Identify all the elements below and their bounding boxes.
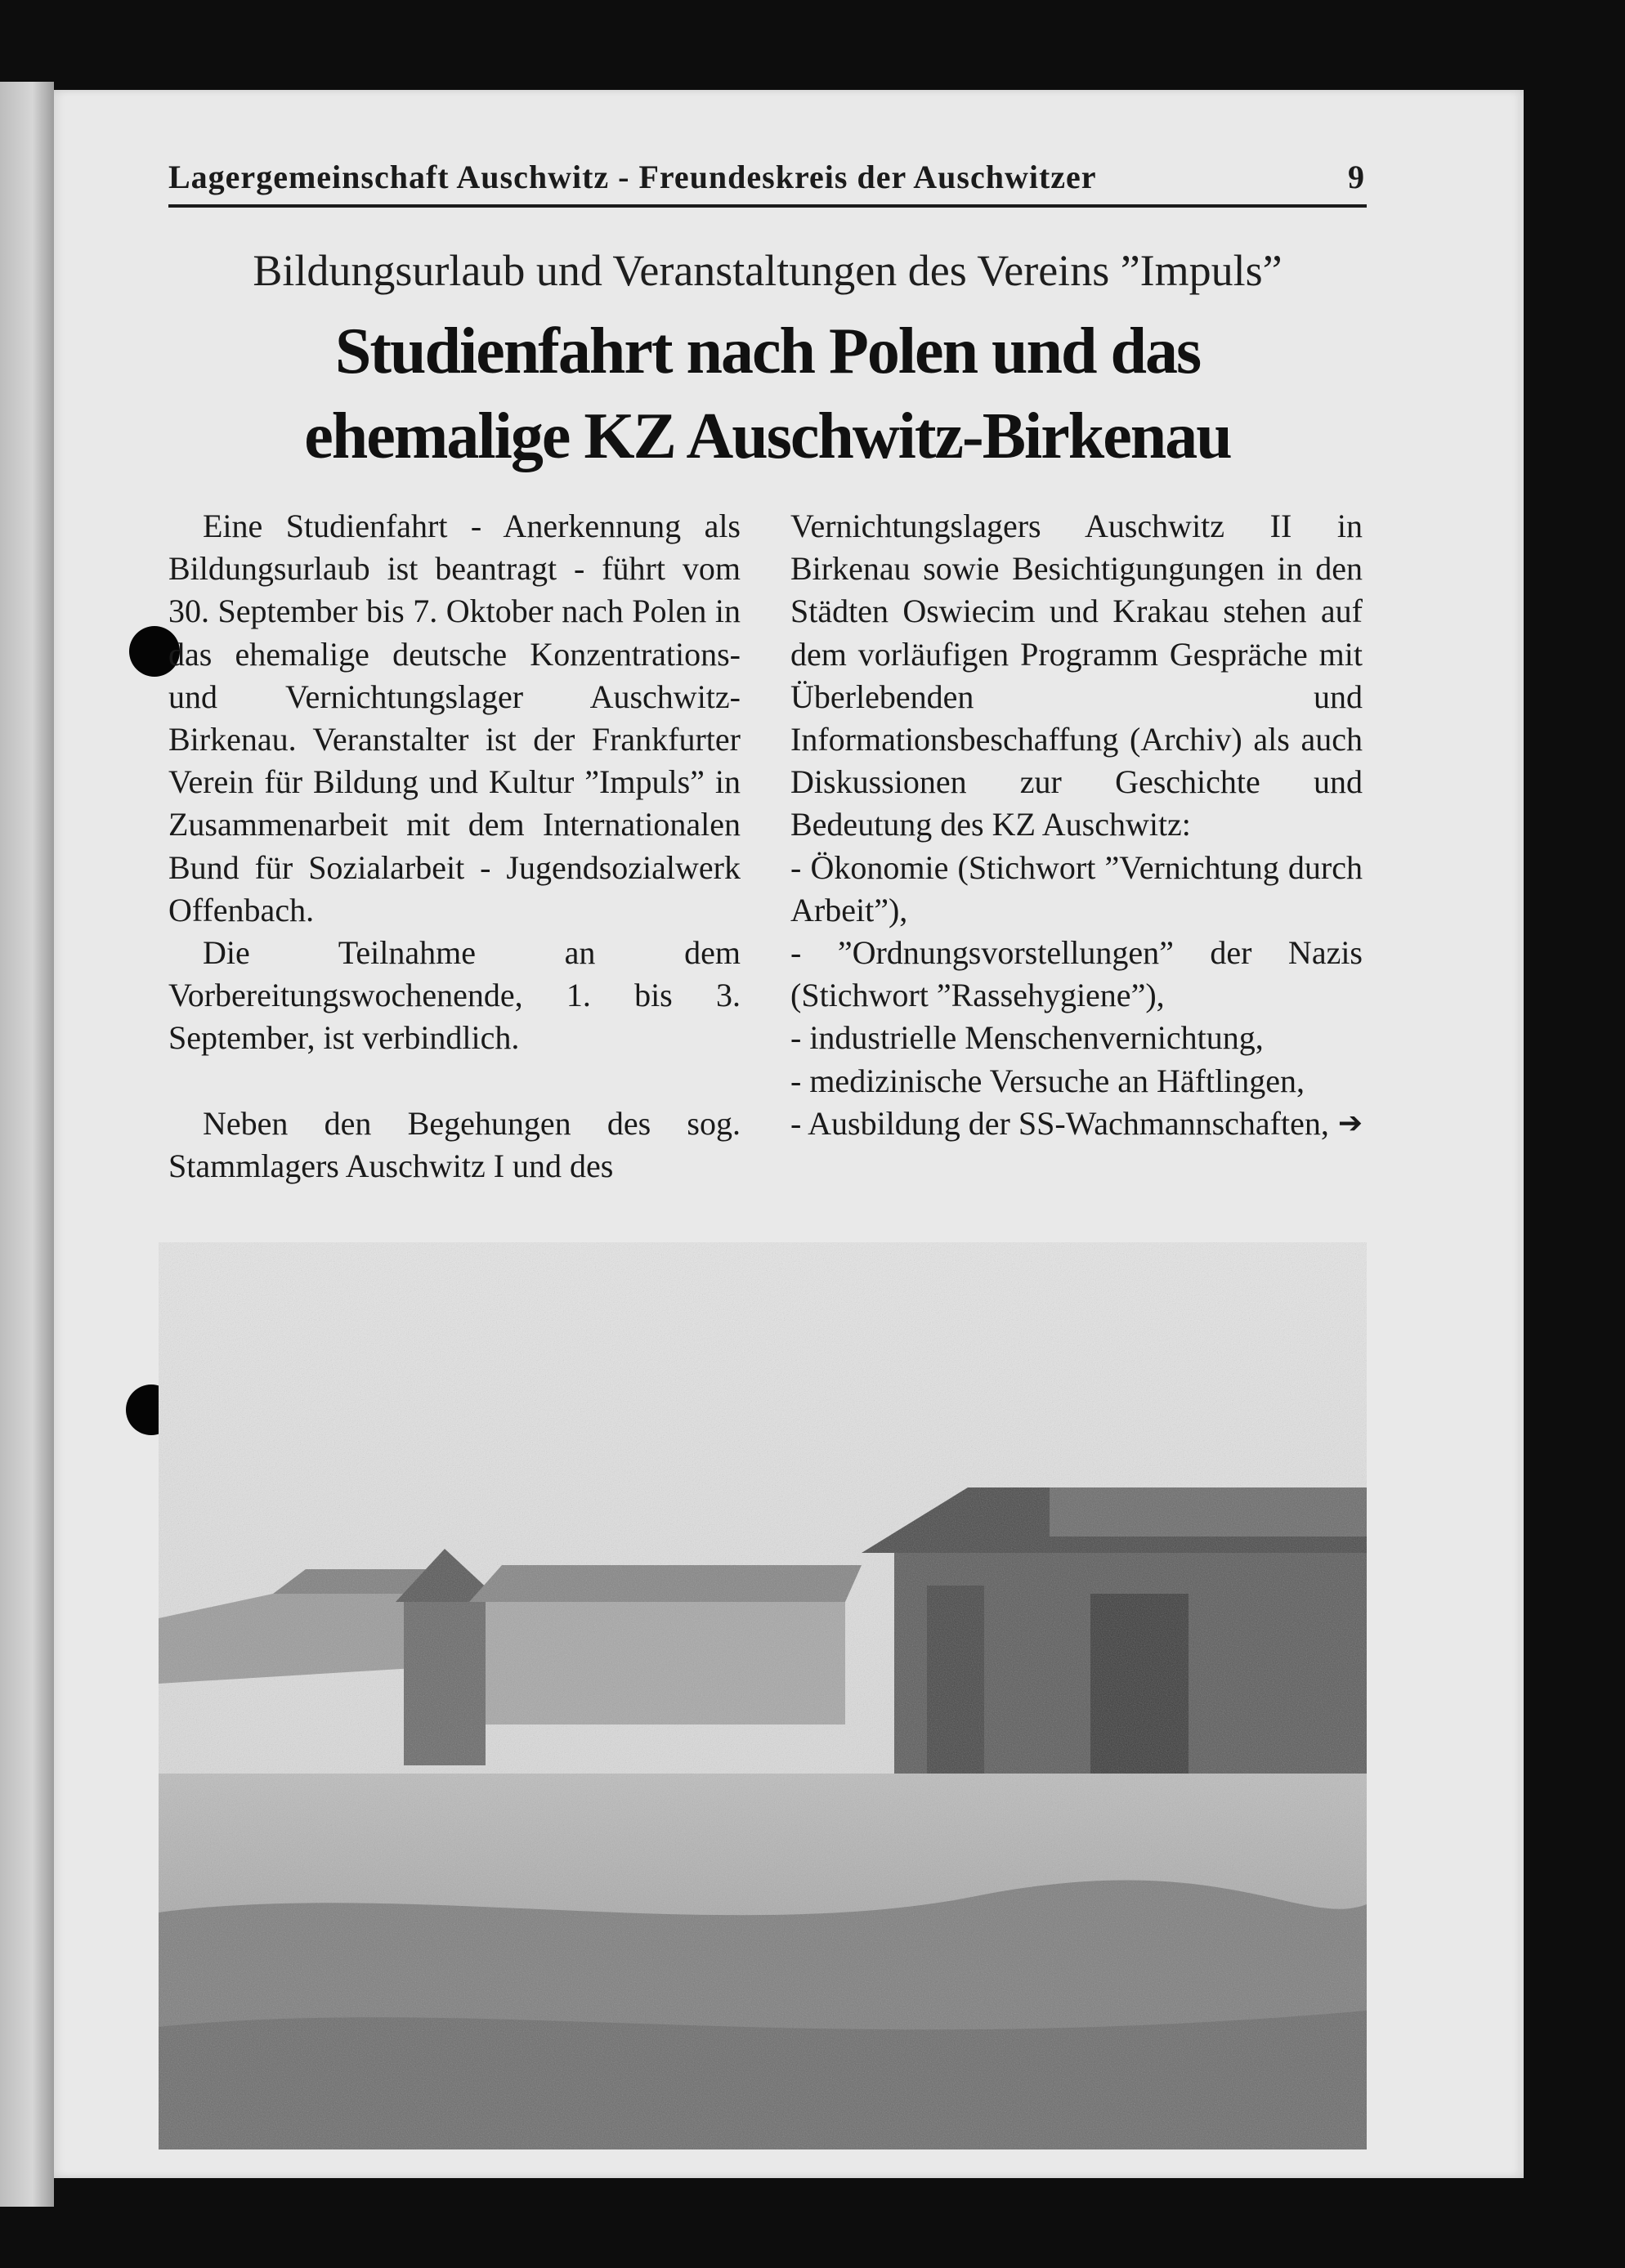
list-item — [790, 1103, 1363, 1145]
running-title: Lagergemeinschaft Auschwitz - Freundeskreis der Auschwitzer — [168, 159, 1097, 195]
continue-arrow-icon: ➔ — [1337, 1106, 1363, 1140]
article-kicker: Bildungsurlaub und Veranstaltungen des Vereins ”Impuls” — [253, 246, 1283, 295]
paragraph: Neben den Begehungen des sog. Stammlagers Auschwitz I und des — [168, 1104, 741, 1184]
barracks-photo-image — [159, 1242, 1367, 2149]
document-page — [54, 90, 1524, 2178]
page-number: 9 — [1348, 159, 1365, 195]
list-item: - ”Ordnungsvorstellungen” der Nazis (Stichwort ”Rassehygiene”), — [790, 934, 1363, 1014]
title-line-1: Studienfahrt nach Polen und das — [334, 315, 1201, 387]
paragraph: Die Teilnahme an dem Vorbereitungswochenende, 1. bis 3. September, ist verbindlich. — [168, 934, 741, 1057]
list-item-text: - Ausbildung der SS-Wachmannschaften, — [790, 1104, 1329, 1142]
title-line-2: ehemalige KZ Auschwitz-Birkenau — [304, 400, 1231, 472]
barracks-photo — [159, 1242, 1367, 2149]
running-header — [168, 159, 1367, 208]
paragraph: Vernichtungslagers Auschwitz II in Birkenau sowie Besichtigungungen in den Städten Oswiecim und Krakau stehen auf dem vorläufigen Programm Gespräche mit Überlebenden und Informationsbeschaffung (Archiv) als auch Diskussionen zur Geschichte und Bedeutung des KZ Auschwitz: — [790, 508, 1363, 843]
previous-page-edge — [0, 82, 54, 2207]
paragraph: Eine Studienfahrt - Anerkennung als Bildungsurlaub ist beantragt - führt vom 30. September bis 7. Oktober nach Polen in das ehemalige deutsche Konzentrations- und Vernichtungslager Auschwitz-Birkenau. Veranstalter ist der Frankfurter Verein für Bildung und Kultur ”Impuls” in Zusammenarbeit mit dem Internationalen Bund für Sozialarbeit - Jugendsozialwerk Offenbach. — [168, 508, 741, 928]
text-column-left — [168, 505, 741, 1188]
list-item: - Ökonomie (Stichwort ”Vernichtung durch Arbeit”), — [790, 848, 1363, 928]
list-item: - industrielle Menschenvernichtung, — [790, 1019, 1264, 1057]
text-column-right — [790, 505, 1363, 1145]
list-item: - medizinische Versuche an Häftlingen, — [790, 1062, 1305, 1099]
article-title — [168, 309, 1367, 479]
